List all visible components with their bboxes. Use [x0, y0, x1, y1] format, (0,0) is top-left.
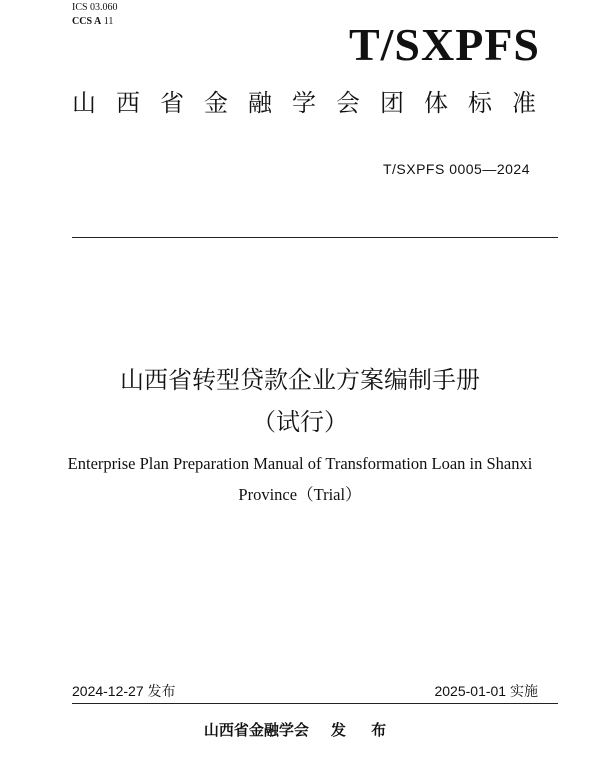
issue-date: 2024-12-27 发布 — [72, 683, 176, 699]
document-title-english-line2: Province（Trial） — [238, 485, 362, 504]
ccs-classification — [72, 16, 113, 28]
document-title-chinese: 山西省转型贷款企业方案编制手册 — [120, 366, 480, 394]
ccs-code: 11 — [103, 16, 114, 27]
footer-divider — [72, 703, 558, 704]
ccs-label: CCS A — [72, 16, 102, 27]
publish-action: 发 布 — [330, 721, 397, 739]
document-number: T/SXPFS 0005—2024 — [382, 161, 530, 177]
organization-standard-name: 山西省金融学会团体标准 — [72, 89, 556, 117]
publisher-line — [0, 720, 600, 740]
document-title-trial: （试行） — [252, 408, 348, 436]
publisher-name: 山西省金融学会 — [203, 721, 309, 739]
standard-mark: T/SXPFS — [348, 19, 540, 70]
document-title-english-line1: Enterprise Plan Preparation Manual of Transformation Loan in Shanxi — [67, 454, 533, 473]
implementation-date: 2025-01-01 实施 — [434, 683, 538, 699]
ics-classification: ICS 03.060 — [72, 2, 118, 13]
header-divider — [72, 237, 558, 238]
